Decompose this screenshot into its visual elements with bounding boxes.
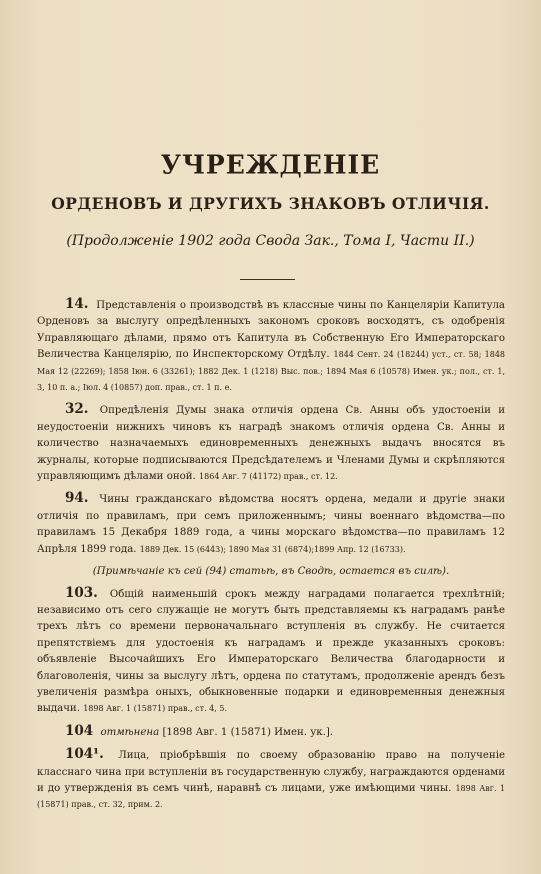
article-94 bbox=[37, 490, 505, 558]
divider-rule bbox=[240, 279, 295, 280]
article-status: отмѣнена bbox=[100, 726, 160, 738]
article-reference: [1898 Авг. 1 (15871) Имен. ук.]. bbox=[162, 726, 334, 738]
article-reference: 1898 Авг. 1 (15871) прав., ст. 32, прим. 2. bbox=[37, 783, 505, 810]
article-94-note: (Примѣчаніе къ сей (94) статьѣ, въ Сводѣ, остается въ силѣ). bbox=[92, 566, 450, 578]
article-104-1 bbox=[37, 746, 505, 814]
article-104 bbox=[37, 723, 505, 741]
article-number: 104 bbox=[65, 722, 94, 739]
article-text: Чины гражданскаго вѣдомства носятъ ордена, медали и другіе знаки отличія по правиламъ, при семъ приложеннымъ; чины военнаго вѣдомства—по правиламъ 15 Декабря 1889 года, а чины морскаго вѣдомства—по правиламъ 12 Апрѣля 1899 года. bbox=[37, 494, 505, 555]
article-text: Представленія о производствѣ въ классные чины по Канцеляріи Капитула Орденовъ за выслугу опредѣленныхъ закономъ сроковъ восходятъ, съ одобренія Управляющаго дѣлами, прямо отъ Капитула въ Собственную Его Императорскаго Величества Канцелярію, по Инспекторскому Отдѣлу. bbox=[37, 300, 505, 361]
article-reference: 1889 Дек. 15 (6443); 1890 Мая 31 (6874);1899 Апр. 12 (16733). bbox=[139, 544, 406, 554]
document-title: УЧРЕЖДЕНІЕ bbox=[160, 149, 381, 180]
title-block bbox=[0, 150, 541, 250]
article-32 bbox=[37, 401, 505, 485]
article-103 bbox=[37, 585, 505, 718]
articles-body bbox=[37, 296, 505, 814]
article-number: 32. bbox=[65, 401, 89, 418]
article-14 bbox=[37, 296, 505, 396]
document-subtitle: ОРДЕНОВЪ И ДРУГИХЪ ЗНАКОВЪ ОТЛИЧІЯ. bbox=[51, 194, 490, 213]
continuation-note: (Продолженіе 1902 года Свода Зак., Тома I, Части II.) bbox=[66, 233, 475, 249]
article-number: 104¹. bbox=[65, 746, 104, 763]
article-reference: 1864 Авг. 7 (41172) прав., ст. 12. bbox=[199, 472, 338, 482]
article-number: 14. bbox=[65, 296, 89, 312]
article-text: Лица, пріобрѣвшія по своему образованію право на полученіе класснаго чина при вступленіи въ государственную службу, награждаются орденами и до утвержденія въ семъ чинѣ, наравнѣ съ лицами, уже имѣющими чины. bbox=[37, 750, 505, 794]
article-reference: 1844 Сент. 24 (18244) уст., ст. 58; 1848 Мая 12 (22269); 1858 Іюн. 6 (33261); 1882 Дек. 1 (1218) Выс. пов.; 1894 Мая 6 (10578) Имен. ук.; пол., ст. 1, 3, 10 п. а.; Іюл. 4 (10857) доп. прав., ст. 1 п. е. bbox=[37, 350, 505, 393]
article-number: 103. bbox=[65, 584, 98, 601]
article-text: Опредѣленія Думы знака отличія ордена Св. Анны объ удостоеніи и неудостоеніи нижнихъ чиновъ къ наградѣ знакомъ отличія ордена Св. Анны и количество назначаемыхъ единовременныхъ денежныхъ выдачъ вносятся въ журналы, которые подписываются Предсѣдателемъ и Членами Думы и скрѣпляются управляющимъ дѣлами оной. bbox=[37, 405, 506, 483]
article-reference: 1898 Авг. 1 (15871) прав., ст. 4, 5. bbox=[83, 704, 227, 714]
article-text: Общій наименьшій срокъ между наградами полагается трехлѣтній; независимо отъ сего служащіе не могутъ быть представляемы къ наградамъ ранѣе трехъ лѣтъ со времени первоначальнаго вступленія въ службу. Не считается препятствіемъ для удостоенія къ наградамъ и прежде указанныхъ сроковъ: объявленіе Высочайшихъ Его Императорскаго Величества благодарности и благоволенія, чины за выслугу лѣтъ, ордена по статутамъ, продолженіе арендъ безъ увеличенія размѣра оныхъ, обыкновенные подарки и единовременныя денежныя выдачи. bbox=[37, 588, 505, 715]
article-number: 94. bbox=[65, 490, 89, 507]
